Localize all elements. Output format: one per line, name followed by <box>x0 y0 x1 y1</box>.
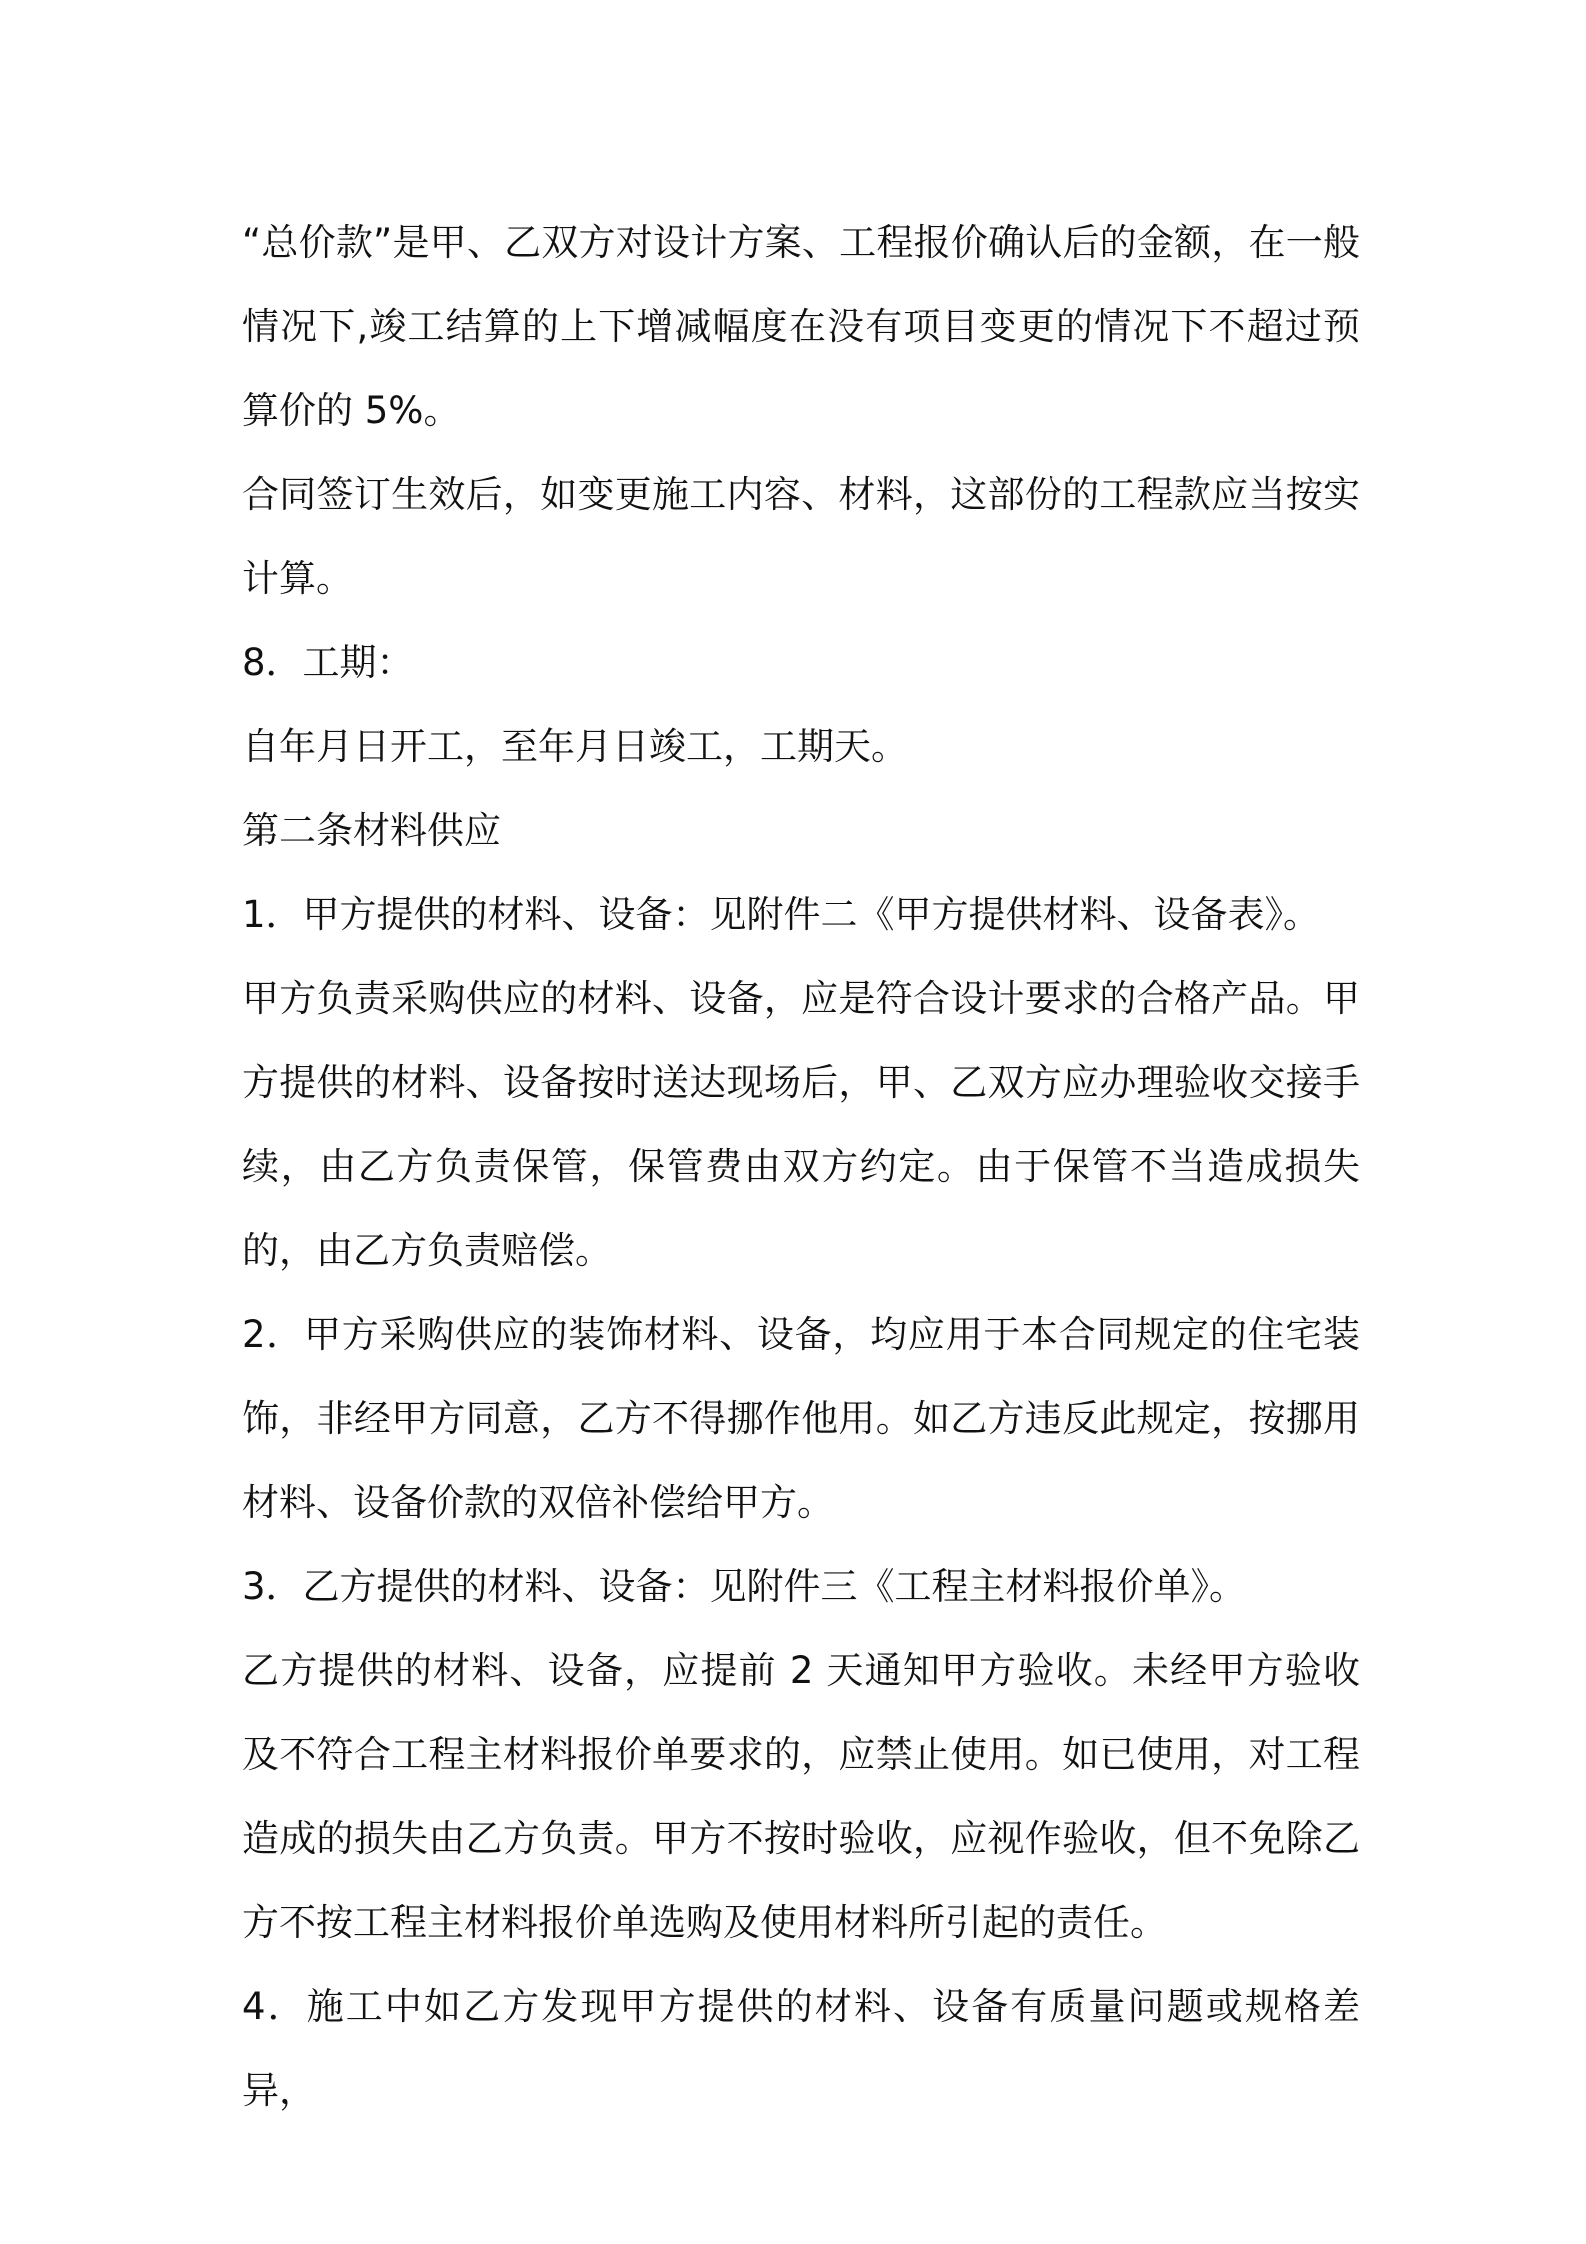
heading-construction-period: 8．工期： <box>242 641 414 684</box>
paragraph-period-dates: 自年月日开工，至年月日竣工，工期天。 <box>242 725 908 768</box>
heading-article-two-material-supply: 第二条材料供应 <box>242 809 501 852</box>
contract-text-body <box>242 201 1360 2133</box>
paragraph-contract-change: 合同签订生效后，如变更施工内容、材料，这部份的工程款应当按实计算。 <box>242 473 1360 600</box>
paragraph-total-price: “总价款”是甲、乙双方对设计方案、工程报价确认后的金额，在一般情况下,竣工结算的上下增减幅度在没有项目变更的情况下不超过预算价的 5%。 <box>242 221 1360 432</box>
paragraph-item-1: 1．甲方提供的材料、设备：见附件二《甲方提供材料、设备表》。 <box>242 893 1321 936</box>
paragraph-item-2: 2．甲方采购供应的装饰材料、设备，均应用于本合同规定的住宅装饰，非经甲方同意，乙方不得挪作他用。如乙方违反此规定，按挪用材料、设备价款的双倍补偿给甲方。 <box>242 1313 1360 1524</box>
paragraph-party-a-procurement: 甲方负责采购供应的材料、设备，应是符合设计要求的合格产品。甲方提供的材料、设备按时送达现场后，甲、乙双方应办理验收交接手续，由乙方负责保管，保管费由双方约定。由于保管不当造成损失的，由乙方负责赔偿。 <box>242 977 1360 1272</box>
paragraph-item-3: 3．乙方提供的材料、设备：见附件三《工程主材料报价单》。 <box>242 1565 1247 1608</box>
paragraph-item-4: 4．施工中如乙方发现甲方提供的材料、设备有质量问题或规格差异， <box>242 1985 1360 2112</box>
paragraph-party-b-materials: 乙方提供的材料、设备，应提前 2 天通知甲方验收。未经甲方验收及不符合工程主材料报价单要求的，应禁止使用。如已使用，对工程造成的损失由乙方负责。甲方不按时验收，应视作验收，但不免除乙方不按工程主材料报价单选购及使用材料所引起的责任。 <box>242 1649 1360 1944</box>
